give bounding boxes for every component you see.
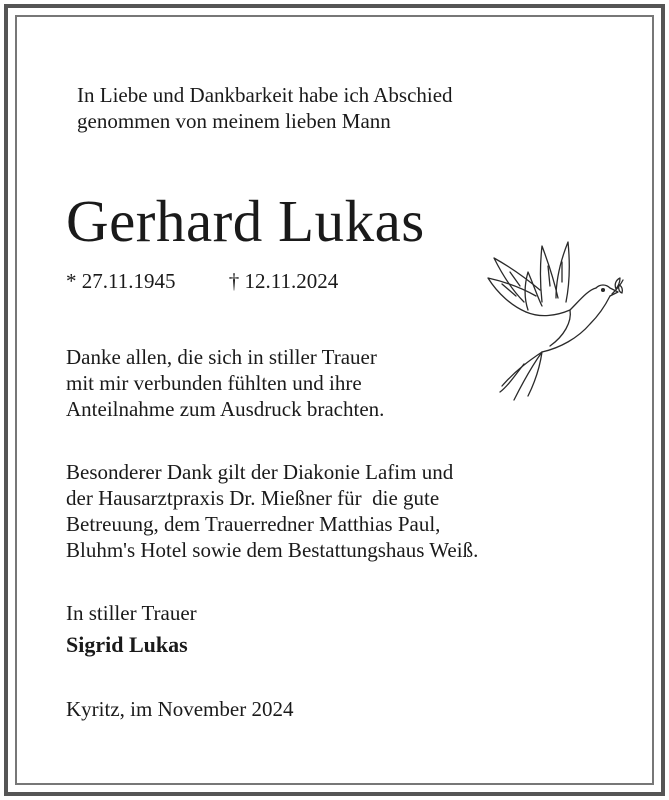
death-date: † 12.11.2024 <box>228 269 339 293</box>
deceased-name: Gerhard Lukas <box>66 188 425 254</box>
thanks-paragraph <box>66 344 384 422</box>
thanks-line: Danke allen, die sich in stiller Trauer <box>66 345 377 369</box>
intro-text <box>77 82 453 134</box>
signer-name: Sigrid Lukas <box>66 632 188 657</box>
thanks-line: mit mir verbunden fühlten und ihre <box>66 371 362 395</box>
special-thanks-line: der Hausarztpraxis Dr. Mießner für die gute <box>66 486 440 510</box>
life-dates <box>66 268 338 294</box>
special-thanks-paragraph <box>66 459 478 563</box>
birth-date: * 27.11.1945 <box>66 269 176 293</box>
special-thanks-line: Betreuung, dem Trauerredner Matthias Paul, <box>66 512 441 536</box>
thanks-line: Anteilnahme zum Ausdruck brachten. <box>66 397 385 421</box>
dove-with-olive-branch-icon <box>484 240 624 405</box>
mourning-line: In stiller Trauer <box>66 601 197 625</box>
intro-line: In Liebe und Dankbarkeit habe ich Abschied <box>77 83 453 107</box>
place-and-date: Kyritz, im November 2024 <box>66 697 294 721</box>
special-thanks-line: Besonderer Dank gilt der Diakonie Lafim und <box>66 460 454 484</box>
special-thanks-line: Bluhm's Hotel sowie dem Bestattungshaus Weiß. <box>66 538 479 562</box>
intro-line: genommen von meinem lieben Mann <box>77 109 391 133</box>
